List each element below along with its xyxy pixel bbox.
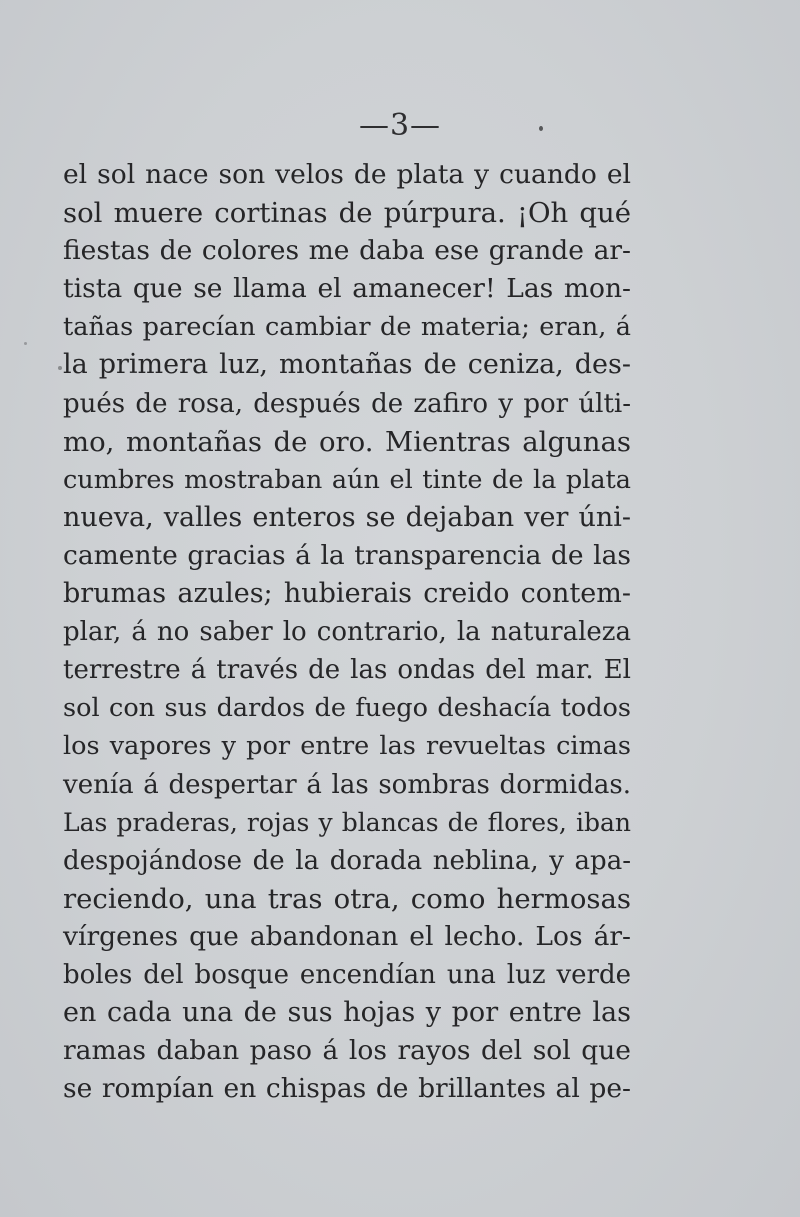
text-line: el sol nace son velos de plata y cuando el [63,159,631,190]
text-line: Las praderas, rojas y blancas de flores, iban [63,807,631,837]
body-text [63,156,631,1108]
text-line: ramas daban paso á los rayos del sol que [63,1035,631,1067]
text-line: boles del bosque encendían una luz verde [63,959,631,990]
text-line: plar, á no saber lo contrario, la naturaleza [63,617,631,648]
text-line: vírgenes que abandonan el lecho. Los ár- [63,920,631,952]
ink-speck [24,342,27,345]
text-line: sol con sus dardos de fuego deshacía todos [63,693,631,724]
text-line: camente gracias á la transparencia de las [63,539,631,571]
text-line: tista que se llama el amanecer! Las mon- [63,273,631,305]
text-line: brumas azules; hubierais creido contem- [63,578,631,610]
text-line: se rompían en chispas de brillantes al pe- [63,1073,631,1105]
text-line: fiestas de colores me daba ese grande ar- [63,235,631,267]
text-line: los vapores y por entre las revueltas cimas [63,731,631,762]
text-line: terrestre á través de las ondas del mar. El [63,655,631,686]
text-line: cumbres mostraban aún el tinte de la plata [63,464,631,495]
text-line: reciendo, una tras otra, como hermosas [63,882,631,915]
text-line: venía á despertar á las sombras dormidas. [63,769,631,800]
text-line: despojándose de la dorada neblina, y apa- [63,845,631,876]
page-number: —3— [358,108,442,143]
text-line: la primera luz, montañas de ceniza, des- [63,349,631,381]
ink-speck [539,126,543,131]
text-line: mo, montañas de oro. Mientras algunas [63,425,631,458]
ink-speck [58,366,62,370]
text-line: tañas parecían cambiar de materia; eran, á [63,312,631,343]
text-line: nueva, valles enteros se dejaban ver úni- [63,501,631,533]
text-line: en cada una de sus hojas y por entre las [63,997,631,1029]
text-line: sol muere cortinas de púrpura. ¡Oh qué [63,197,631,230]
text-line: pués de rosa, después de zafiro y por últi- [63,388,631,419]
